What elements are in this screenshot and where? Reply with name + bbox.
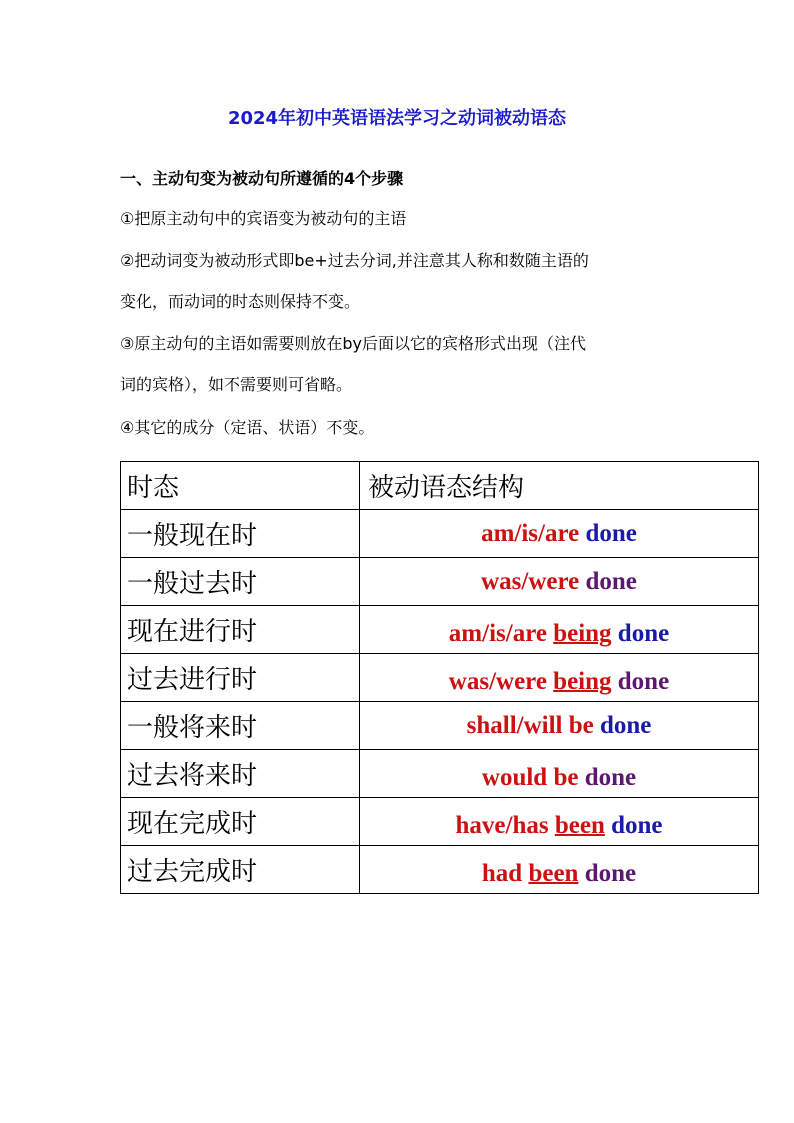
structure-part: being [553,619,612,647]
section-heading: 一、主动句变为被动句所遵循的4个步骤 [120,169,404,188]
step-3-line-1: ③原主动句的主语如需要则放在by后面以它的宾格形式出现（注代 [120,334,586,353]
tense-name: 一般过去时 [121,558,360,606]
table-row [121,798,759,846]
tense-name: 一般将来时 [121,702,360,750]
structure-part: have/has [455,811,549,839]
table-header-row [121,462,759,510]
structure-part: was/were [481,567,580,595]
structure-part: am/is/are [448,619,547,647]
page-title: 2024年初中英语语法学习之动词被动语态 [227,108,567,129]
passive-structure [360,798,759,846]
structure-part: been [528,859,579,887]
structure-part: shall/will be [466,711,594,739]
step-1: ①把原主动句中的宾语变为被动句的主语 [120,209,407,228]
tense-name: 过去进行时 [121,654,360,702]
structure-part: done [585,567,637,595]
structure-part: would be [481,763,579,791]
table-row [121,654,759,702]
passive-structure [360,558,759,606]
structure-part: done [611,811,663,839]
tense-name: 过去将来时 [121,750,360,798]
header-tense: 时态 [121,462,360,510]
passive-structure [360,606,759,654]
structure-part: being [553,667,612,695]
step-4: ④其它的成分（定语、状语）不变。 [120,418,375,437]
tense-name: 一般现在时 [121,510,360,558]
table-row [121,558,759,606]
structure-part: done [585,519,637,547]
structure-part: done [617,619,670,647]
structure-part: done [584,859,637,887]
step-2-line-1: ②把动词变为被动形式即be+过去分词,并注意其人称和数随主语的 [120,251,589,270]
structure-part: am/is/are [481,519,580,547]
passive-structure [360,702,759,750]
table-row [121,702,759,750]
step-2-line-2: 变化，而动词的时态则保持不变。 [120,292,361,311]
passive-structure [360,750,759,798]
structure-part: was/were [448,667,547,695]
table-row [121,846,759,894]
structure-part: done [599,711,652,739]
table-row [121,750,759,798]
header-structure: 被动语态结构 [360,462,759,510]
tense-name: 现在完成时 [121,798,360,846]
structure-part: been [554,811,605,839]
passive-structure [360,510,759,558]
structure-part: done [584,763,637,791]
step-3-line-2: 词的宾格），如不需要则可省略。 [120,375,353,394]
passive-voice-table [120,461,759,894]
table-row [121,606,759,654]
structure-part: had [481,859,523,887]
passive-structure [360,846,759,894]
structure-part: done [617,667,670,695]
passive-structure [360,654,759,702]
tense-name: 现在进行时 [121,606,360,654]
tense-name: 过去完成时 [121,846,360,894]
table-row [121,510,759,558]
table-body [121,462,759,894]
